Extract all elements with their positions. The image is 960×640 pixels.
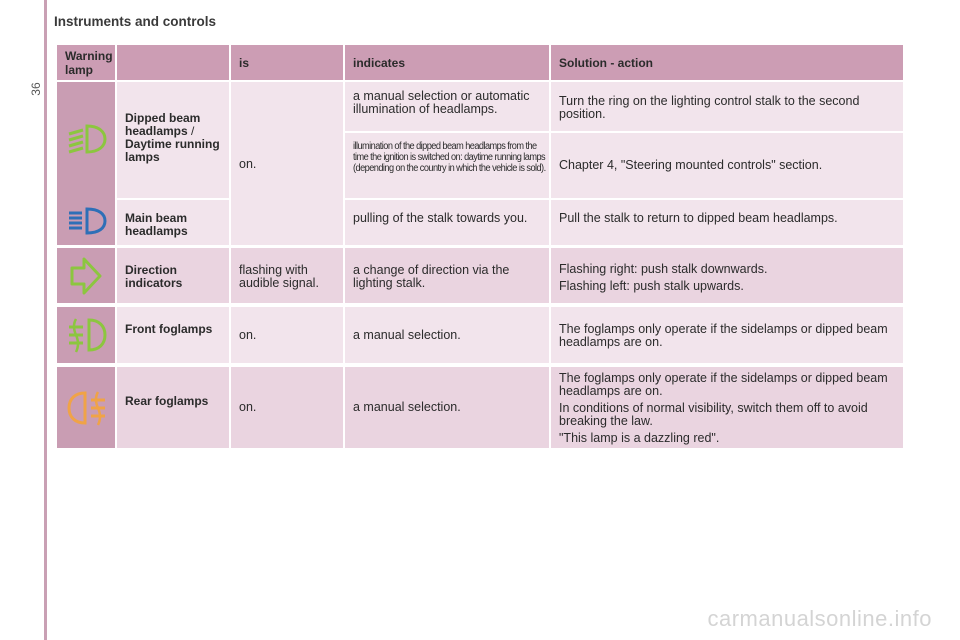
solution-flashing (551, 248, 903, 303)
indicates-manual: a manual selection or automatic illumination of headlamps. (345, 82, 549, 131)
solution-rear-fog-3: "This lamp is a dazzling red". (559, 431, 720, 445)
indicates-rear-fog: a manual selection. (345, 367, 549, 448)
watermark: carmanualsonline.info (707, 606, 932, 631)
rear-foglamp-icon (65, 389, 109, 427)
solution-chapter: Chapter 4, "Steering mounted controls" section. (551, 133, 903, 198)
lamp-icon-cell (57, 82, 115, 245)
lamp-icon-cell (57, 248, 115, 303)
page-number: 36 (29, 82, 43, 96)
is-on-rear: on. (231, 367, 343, 448)
lamp-name-dipped (117, 82, 229, 198)
indicates-direction: a change of direction via the lighting stalk. (345, 248, 549, 303)
header-warning-lamp-cont (117, 45, 229, 80)
lamp-icon-cell (57, 367, 115, 448)
dipped-beam-icon (65, 122, 109, 156)
is-flashing: flashing with audible signal. (231, 248, 343, 303)
lamp-name-front-fog: Front foglamps (117, 307, 229, 363)
solution-rear-fog-1: The foglamps only operate if the sidelamps or dipped beam headlamps are on. (559, 371, 888, 398)
solution-flashing-left: Flashing left: push stalk upwards. (559, 279, 744, 293)
indicates-pulling: pulling of the stalk towards you. (345, 200, 549, 245)
solution-rear-fog-2: In conditions of normal visibility, switch them off to avoid breaking the law. (559, 401, 868, 428)
indicates-daytime (345, 133, 549, 198)
header-solution: Solution - action (551, 45, 903, 80)
solution-flashing-right: Flashing right: push stalk downwards. (559, 262, 768, 276)
is-on: on. (231, 82, 343, 245)
lamp-name-main: Main beam headlamps (117, 200, 229, 245)
solution-rear-fog (551, 367, 903, 448)
solution-front-fog: The foglamps only operate if the sidelamps or dipped beam headlamps are on. (551, 307, 903, 363)
front-foglamp-icon (65, 316, 109, 354)
lamp-name-direction: Direction indicators (117, 248, 229, 303)
header-indicates: indicates (345, 45, 549, 80)
dipped-name: Dipped beam headlamps (125, 111, 201, 138)
indicates-front-fog: a manual selection. (345, 307, 549, 363)
daytime-name: Daytime running lamps (125, 137, 220, 164)
is-on-front: on. (231, 307, 343, 363)
margin-line (44, 0, 47, 640)
name-separator: / (187, 124, 195, 138)
header-warning-lamp: Warning lamp (57, 45, 115, 80)
section-title: Instruments and controls (54, 14, 217, 29)
header-is: is (231, 45, 343, 80)
solution-pull: Pull the stalk to return to dipped beam headlamps. (551, 200, 903, 245)
solution-ring: Turn the ring on the lighting control stalk to the second position. (551, 82, 903, 131)
direction-arrow-icon (68, 256, 104, 296)
indicates-daytime-text: illumination of the dipped beam headlamps from the time the ignition is switched on: daytime running lamps (depending on the country in which the vehicle is sold). (353, 141, 546, 174)
lamp-name-rear-fog: Rear foglamps (117, 367, 229, 448)
main-beam-icon (65, 206, 109, 236)
lamp-icon-cell (57, 307, 115, 363)
